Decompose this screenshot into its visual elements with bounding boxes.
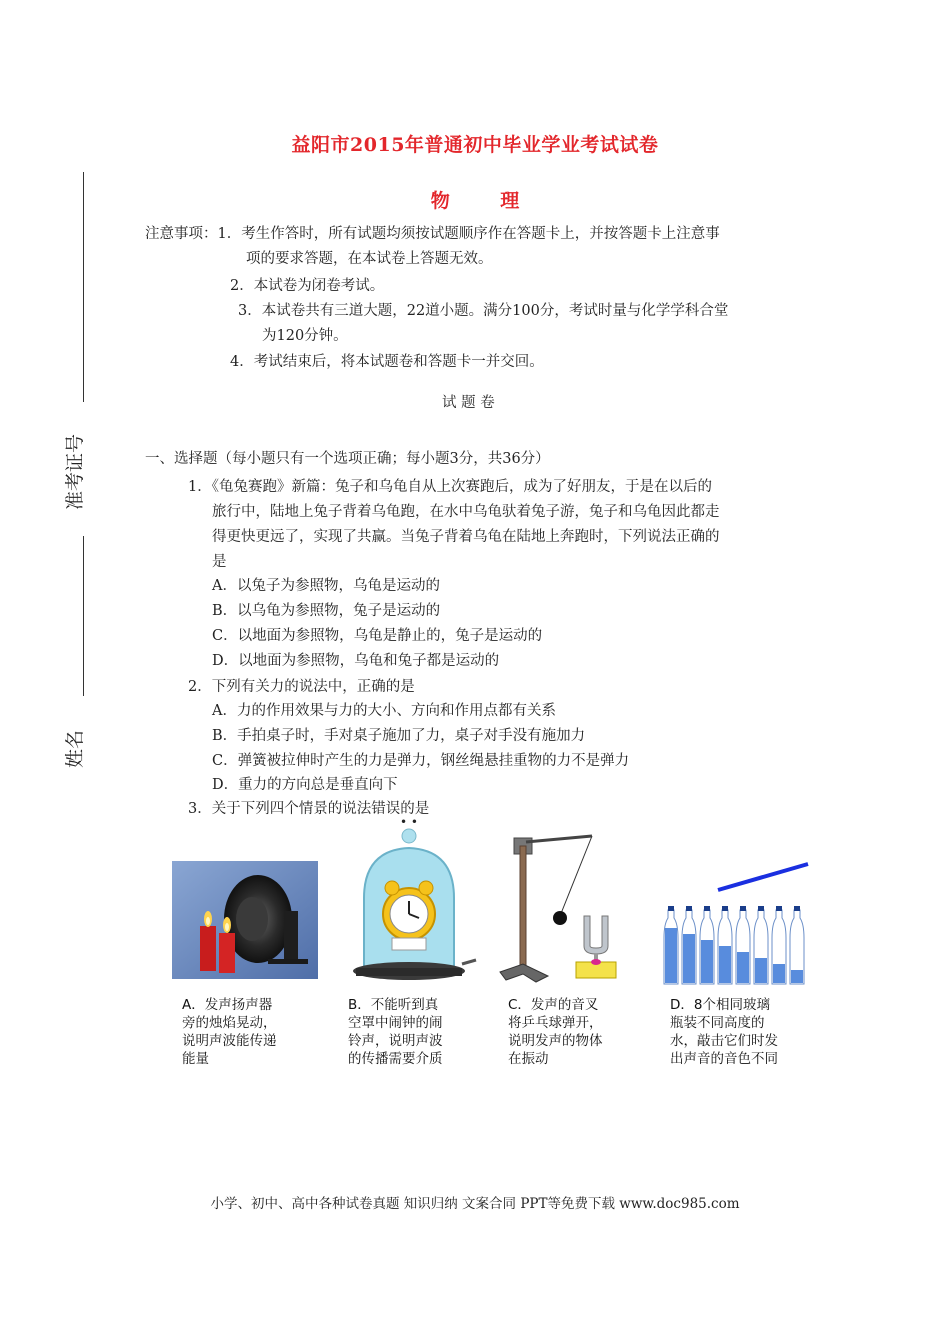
q2-option-d: D．重力的方向总是垂直向下 (212, 777, 398, 793)
bottles-image (660, 858, 810, 988)
caption-b-line: 铃声，说明声波 (348, 1033, 443, 1049)
footer-text: 小学、初中、高中各种试卷真题 知识归纳 文案合同 PPT等免费下载 www.doc985.com (210, 1196, 740, 1212)
caption-c-line: 说明发声的物体 (508, 1033, 603, 1049)
paper-label: 试 题 卷 (442, 395, 495, 411)
caption-c-line: C．发声的音叉 (508, 997, 599, 1013)
caption-a-line: A．发声扬声器 (182, 997, 273, 1013)
caption-d (670, 996, 778, 1068)
caption-c-line: 将乒乓球弹开， (508, 1015, 603, 1031)
caption-d-line: 瓶装不同高度的 (670, 1015, 765, 1031)
q2-stem: 2．下列有关力的说法中，正确的是 (188, 679, 415, 695)
q3-stem: 3．关于下列四个情景的说法错误的是 (188, 801, 430, 817)
caption-a-line: 说明声波能传递 (182, 1033, 277, 1049)
notice-line-1 (145, 224, 720, 244)
caption-d-line: D．8个相同玻璃 (670, 997, 770, 1013)
q2-option-a: A．力的作用效果与力的大小、方向和作用点都有关系 (212, 703, 556, 719)
q1-stem-line-4: 是 (212, 554, 227, 570)
q1-stem-line-1: 1．《龟兔赛跑》新篇：兔子和乌龟自从上次赛跑后，成为了好朋友，于是在以后的 (188, 479, 712, 495)
caption-b-line: 空罩中闹钟的闹 (348, 1015, 443, 1031)
caption-c-line: 在振动 (508, 1051, 549, 1067)
margin-rule-middle (83, 536, 84, 696)
caption-a (182, 996, 277, 1068)
tuning-fork-image (496, 826, 626, 986)
notice-item-3-cont: 为120分钟。 (262, 328, 348, 344)
caption-b (348, 996, 443, 1068)
notice-item-4: 4．考试结束后，将本试题卷和答题卡一并交回。 (230, 354, 544, 370)
q1-stem-line-2: 旅行中，陆地上兔子背着乌龟跑，在水中乌龟驮着兔子游，兔子和乌龟因此都走 (212, 504, 720, 520)
q1-option-c: C．以地面为参照物，乌龟是静止的，兔子是运动的 (212, 628, 543, 644)
notice-item-1: 1．考生作答时，所有试题均须按试题顺序作在答题卡上，并按答题卡上注意事 (217, 226, 720, 242)
exam-id-label: 准考证号 (64, 433, 86, 510)
caption-a-line: 能量 (182, 1051, 209, 1067)
name-label: 姓名 (64, 729, 86, 768)
q2-option-c: C．弹簧被拉伸时产生的力是弹力，钢丝绳悬挂重物的力不是弹力 (212, 753, 630, 769)
section-heading: 一、选择题（每小题只有一个选项正确；每小题3分，共36分） (145, 451, 550, 467)
loudspeaker-candles-image (172, 861, 318, 979)
q1-stem-line-3: 得更快更远了，实现了共赢。当兔子背着乌龟在陆地上奔跑时，下列说法正确的 (212, 529, 720, 545)
notice-item-1-cont: 项的要求答题，在本试卷上答题无效。 (246, 251, 493, 267)
exam-title: 益阳市2015年普通初中毕业学业考试试卷 (291, 134, 659, 156)
subject-title: 物 理 (430, 190, 542, 212)
caption-d-line: 水，敲击它们时发 (670, 1033, 778, 1049)
notice-prefix: 注意事项： (145, 226, 218, 242)
caption-d-line: 出声音的音色不同 (670, 1051, 778, 1067)
q1-option-a: A．以兔子为参照物，乌龟是运动的 (212, 578, 440, 594)
caption-c (508, 996, 603, 1068)
caption-a-line: 旁的烛焰晃动， (182, 1015, 277, 1031)
margin-rule-top (83, 172, 84, 402)
bell-jar-clock-image (352, 828, 482, 988)
notice-item-2: 2．本试卷为闭卷考试。 (230, 278, 385, 294)
caption-b-line: 的传播需要介质 (348, 1051, 443, 1067)
notice-item-3: 3．本试卷共有三道大题，22道小题。满分100分，考试时量与化学学科合堂 (238, 303, 729, 319)
q1-option-d: D．以地面为参照物，乌龟和兔子都是运动的 (212, 653, 500, 669)
q3-emphasis-dots: • • (400, 815, 418, 829)
caption-b-line: B．不能听到真 (348, 997, 439, 1013)
q2-option-b: B．手拍桌子时，手对桌子施加了力，桌子对手没有施加力 (212, 728, 586, 744)
q1-option-b: B．以乌龟为参照物，兔子是运动的 (212, 603, 441, 619)
